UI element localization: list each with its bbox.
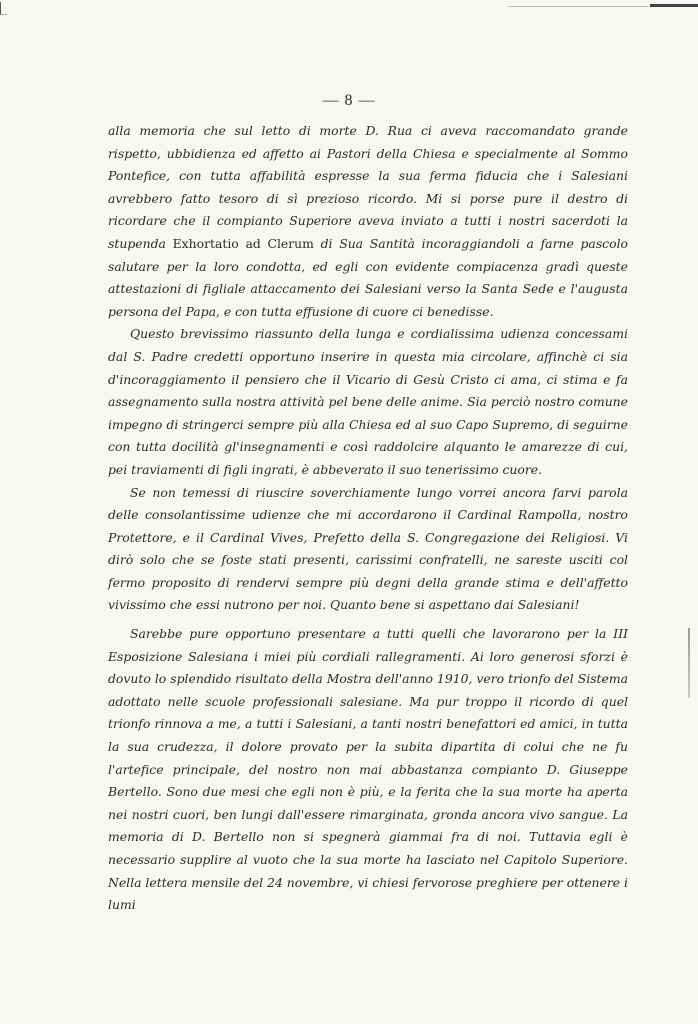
paragraph-1-part-b: di Sua Santità incoraggiandoli a farne pascolo salutare per la loro condotta, ed egli con evidente compiacenza gradì queste attestazioni di figliale attaccamento dei Salesiani verso la Santa Sede e l'augusta persona del Papa, e con tutta effusione di cuore ci benedisse.: [108, 235, 629, 319]
paragraph-1: [108, 120, 628, 323]
page-number: — 8 —: [322, 92, 376, 109]
paragraph-1-part-a: alla memoria che sul letto di morte D. Rua ci aveva raccomandato grande rispetto, ubbidienza ed affetto ai Pastori della Chiesa e specialmente al Sommo Pontefice, con tutta affabilità espresse la sua ferma fiducia che i Salesiani avrebbero fatto tesoro di sì prezioso ricordo. Mi si porse pure il destro di ricordare che il compianto Superiore aveva inviato a tutti i nostri sacerdoti la stupenda: [108, 123, 628, 251]
body-text: [108, 120, 628, 917]
scan-edge-bar: [650, 4, 698, 7]
scan-edge: [0, 0, 698, 14]
scan-edge-line: [508, 6, 648, 7]
paragraph-4: Sarebbe pure opportuno presentare a tutti quelli che lavorarono per la III Esposizione Salesiana i miei più cordiali rallegramenti. Ai loro generosi sforzi è dovuto lo splendido risultato della Mostra dell'anno 1910, vero trionfo del Sistema adottato nelle scuole professionali salesiane. Ma pur troppo il ricordo di quel trionfo rinnova a me, a tutti i Salesiani, a tanti nostri benefattori ed amici, in tutta la sua crudezza, il dolore provato per la subita dipartita di colui che ne fu l'artefice principale, del nostro non mai abbastanza compianto D. Giuseppe Bertello. Sono due mesi che egli non è più, e la ferita che la sua morte ha aperta nei nostri cuori, ben lungi dall'essere rimarginata, gronda ancora vivo sangue. La memoria di D. Bertello non si spegnerà giammai fra di noi. Tuttavia egli è necessario supplire al vuoto che la sua morte ha lasciato nel Capitolo Superiore. Nella lettera mensile del 24 novembre, vi chiesi fervorose preghiere per ottenere i lumi: [108, 626, 628, 913]
scan-corner-mark: [0, 2, 7, 15]
exhortatio-title: Exhortatio ad Clerum: [172, 235, 314, 251]
paragraph-3: Se non temessi di riuscire soverchiamente lungo vorrei ancora farvi parola delle consolantissime udienze che mi accordarono il Cardinal Rampolla, nostro Protettore, e il Cardinal Vives, Prefetto della S. Congregazione dei Religiosi. Vi dirò solo che se foste stati presenti, carissimi confratelli, ne sareste usciti col fermo proposito di rendervi sempre più degni della grande stima e dell'affetto vivissimo che essi nutrono per noi. Quanto bene si aspettano dai Salesiani!: [108, 484, 628, 613]
binding-mark: [688, 628, 690, 698]
paragraph-2: Questo brevissimo riassunto della lunga e cordialissima udienza concessami dal S. Padre credetti opportuno inserire in questa mia circolare, affinchè ci sia d'incoraggiamento il pensiero che il Vicario di Gesù Cristo ci ama, ci stima e fa assegnamento sulla nostra attività pel bene delle anime. Sia perciò nostro comune impegno di stringerci sempre più alla Chiesa ed al suo Capo Supremo, di seguirne con tutta docilità gl'insegnamenti e così raddolcire alquanto le amarezze di cui, pei traviamenti di figli ingrati, è abbeverato il suo tenerissimo cuore.: [108, 326, 628, 477]
